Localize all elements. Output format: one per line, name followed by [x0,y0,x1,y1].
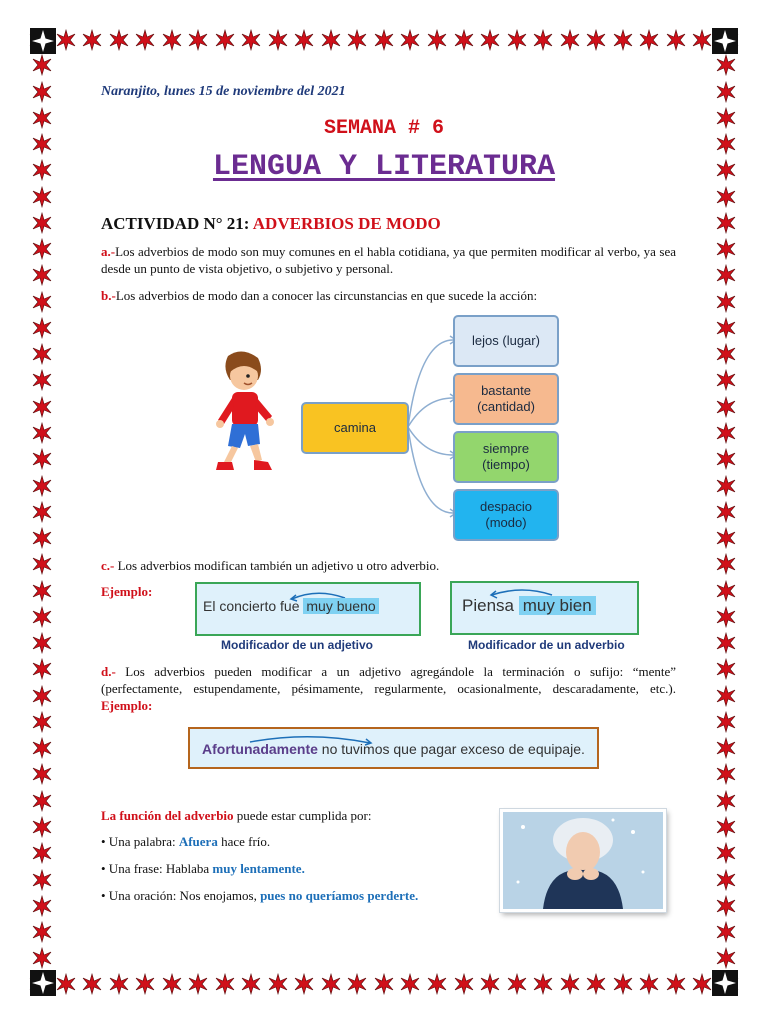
paragraph-c-label: c.- [101,558,115,573]
activity-prefix: ACTIVIDAD N° 21: [101,214,253,233]
star-icon [453,29,475,51]
walking-boy-illustration [210,350,280,480]
star-icon [31,632,53,654]
function-intro-rest: puede estar cumplida por: [233,808,372,823]
star-icon [715,369,737,391]
activity-topic: ADVERBIOS DE MODO [252,214,441,233]
star-icon [715,81,737,103]
star-icon [293,973,315,995]
star-icon [691,29,713,51]
star-icon [31,527,53,549]
star-icon [31,212,53,234]
paragraph-d-example-label: Ejemplo: [101,698,153,713]
star-icon [31,264,53,286]
example-label: Ejemplo: [101,584,153,599]
star-icon [715,238,737,260]
star-icon [715,553,737,575]
example-adverb-box [450,581,639,635]
paragraph-c-text: Los adverbios modifican también un adjetivo u otro adverbio. [114,558,440,573]
corner-star-icon [30,28,56,54]
function-item-adverb: muy lentamente. [212,861,305,876]
verb-label: camina [334,420,376,435]
paragraph-a-label: a.- [101,244,116,259]
adverb-line2: (modo) [485,515,527,530]
star-icon [715,448,737,470]
star-icon [479,973,501,995]
paragraph-b [101,287,676,304]
corner-star-icon [30,970,56,996]
paragraph-a [101,243,676,277]
star-icon [715,658,737,680]
star-icon [479,29,501,51]
star-icon [715,816,737,838]
star-icon [715,763,737,785]
paragraph-d-label: d.- [101,664,116,679]
top-star-border [28,26,740,54]
star-icon [715,317,737,339]
star-icon [715,895,737,917]
star-icon [31,81,53,103]
function-item-prefix: • Una oración: Nos enojamos, [101,888,261,903]
star-icon [240,973,262,995]
star-icon [715,947,737,969]
star-icon [612,973,634,995]
star-icon [31,317,53,339]
paragraph-b-label: b.- [101,288,116,303]
star-icon [55,973,77,995]
star-icon [559,973,581,995]
adverb-line1: bastante [481,383,531,398]
star-icon [373,973,395,995]
example-adjective-caption: Modificador de un adjetivo [221,638,374,652]
star-icon [31,895,53,917]
star-icon [715,54,737,76]
adverb-box [453,489,559,541]
star-icon [715,632,737,654]
star-icon [715,737,737,759]
function-item [101,861,305,877]
star-icon [532,29,554,51]
star-icon [715,343,737,365]
star-icon [715,842,737,864]
star-icon [31,842,53,864]
star-icon [31,685,53,707]
example-adverb-highlight: muy bien [519,596,596,615]
star-icon [691,973,713,995]
star-icon [240,29,262,51]
star-icon [214,973,236,995]
star-icon [532,973,554,995]
example-adjective-highlight: muy bueno [303,598,378,614]
star-icon [31,238,53,260]
star-icon [31,763,53,785]
star-icon [638,29,660,51]
star-icon [715,527,737,549]
star-icon [715,921,737,943]
paragraph-c [101,557,676,574]
star-icon [399,29,421,51]
example-adverb-text: Piensa [462,596,519,615]
star-icon [108,29,130,51]
star-icon [506,973,528,995]
star-icon [715,212,737,234]
function-item [101,834,270,850]
paragraph-b-text: Los adverbios de modo dan a conocer las circunstancias en que sucede la acción: [115,288,538,303]
star-icon [715,790,737,812]
star-icon [715,475,737,497]
star-icon [31,790,53,812]
star-icon [81,29,103,51]
star-icon [453,973,475,995]
adverb-line2: (cantidad) [477,399,535,414]
star-icon [55,29,77,51]
star-icon [715,422,737,444]
adverb-line1: despacio [479,499,533,514]
star-icon [161,973,183,995]
star-icon [346,29,368,51]
corner-star-icon [712,970,738,996]
star-icon [293,29,315,51]
star-icon [31,475,53,497]
document-date: Naranjito, lunes 15 de noviembre del 2021 [101,84,346,99]
star-icon [665,973,687,995]
star-icon [31,711,53,733]
star-icon [506,29,528,51]
star-icon [267,29,289,51]
star-icon [187,29,209,51]
adverb-line1: siempre [482,441,530,456]
function-item-prefix: • Una palabra: [101,834,179,849]
example-adjective-box [195,582,421,636]
star-icon [559,29,581,51]
star-icon [31,343,53,365]
star-icon [31,553,53,575]
star-icon [715,264,737,286]
star-icon [187,973,209,995]
example-adverb-caption: Modificador de un adverbio [468,638,625,652]
page-title: LENGUA Y LITERATURA [212,150,556,184]
star-icon [31,921,53,943]
adverb-box [453,431,559,483]
adverb-line1: lejos (lugar) [472,333,540,348]
star-icon [134,973,156,995]
star-icon [108,973,130,995]
function-item-prefix: • Una frase: Hablaba [101,861,213,876]
star-icon [31,396,53,418]
star-icon [426,973,448,995]
star-icon [585,973,607,995]
star-icon [715,685,737,707]
star-icon [715,501,737,523]
star-icon [31,186,53,208]
example-mente-highlight: Afortunadamente [202,741,318,757]
activity-heading [101,214,441,234]
star-icon [31,54,53,76]
example-adjective-text: El concierto fue [203,598,304,614]
star-icon [426,29,448,51]
star-icon [31,737,53,759]
star-icon [161,29,183,51]
star-icon [638,973,660,995]
star-icon [715,711,737,733]
star-icon [31,448,53,470]
star-icon [31,947,53,969]
star-icon [31,501,53,523]
function-item-adverb: pues no queríamos perderte. [260,888,419,903]
verb-box [301,402,409,454]
function-intro-red: La función del adverbio [101,808,234,823]
example-mente-box [188,727,599,769]
star-icon [715,396,737,418]
star-icon [612,29,634,51]
star-icon [31,580,53,602]
paragraph-a-text: Los adverbios de modo son muy comunes en el habla cotidiana, ya que permiten modificar al verbo, ya sea desde un punto de vista objetivo, o subjetivo y personal. [101,244,676,276]
star-icon [665,29,687,51]
function-intro [101,808,371,824]
star-icon [585,29,607,51]
cold-weather-photo [500,809,666,912]
star-icon [346,973,368,995]
star-icon [134,29,156,51]
star-icon [267,973,289,995]
adverb-line2: (tiempo) [482,457,530,472]
star-icon [715,580,737,602]
example-mente-text: no tuvimos que pagar exceso de equipaje. [317,741,585,757]
star-icon [715,291,737,313]
adverb-box [453,315,559,367]
corner-star-icon [712,28,738,54]
week-heading: SEMANA # 6 [323,117,445,140]
star-icon [214,29,236,51]
star-icon [715,869,737,891]
paragraph-d-text: Los adverbios pueden modificar a un adjetivo agregándole la terminación o sufijo: “mente” (perfectamente, estupendamente, pésimamente, regularmente, ocasionalmente, descaradamente, etc.). [101,664,676,696]
adverb-box [453,373,559,425]
star-icon [81,973,103,995]
star-icon [31,658,53,680]
bottom-star-border [28,970,740,998]
star-icon [31,606,53,628]
star-icon [715,606,737,628]
star-icon [31,291,53,313]
star-icon [31,369,53,391]
paragraph-d [101,663,676,714]
star-icon [31,816,53,838]
star-icon [373,29,395,51]
star-icon [31,869,53,891]
function-item-suffix: hace frío. [217,834,271,849]
function-item-adverb: Afuera [178,834,218,849]
star-icon [320,29,342,51]
star-icon [715,186,737,208]
function-item [101,888,418,904]
star-icon [399,973,421,995]
star-icon [31,422,53,444]
star-icon [320,973,342,995]
